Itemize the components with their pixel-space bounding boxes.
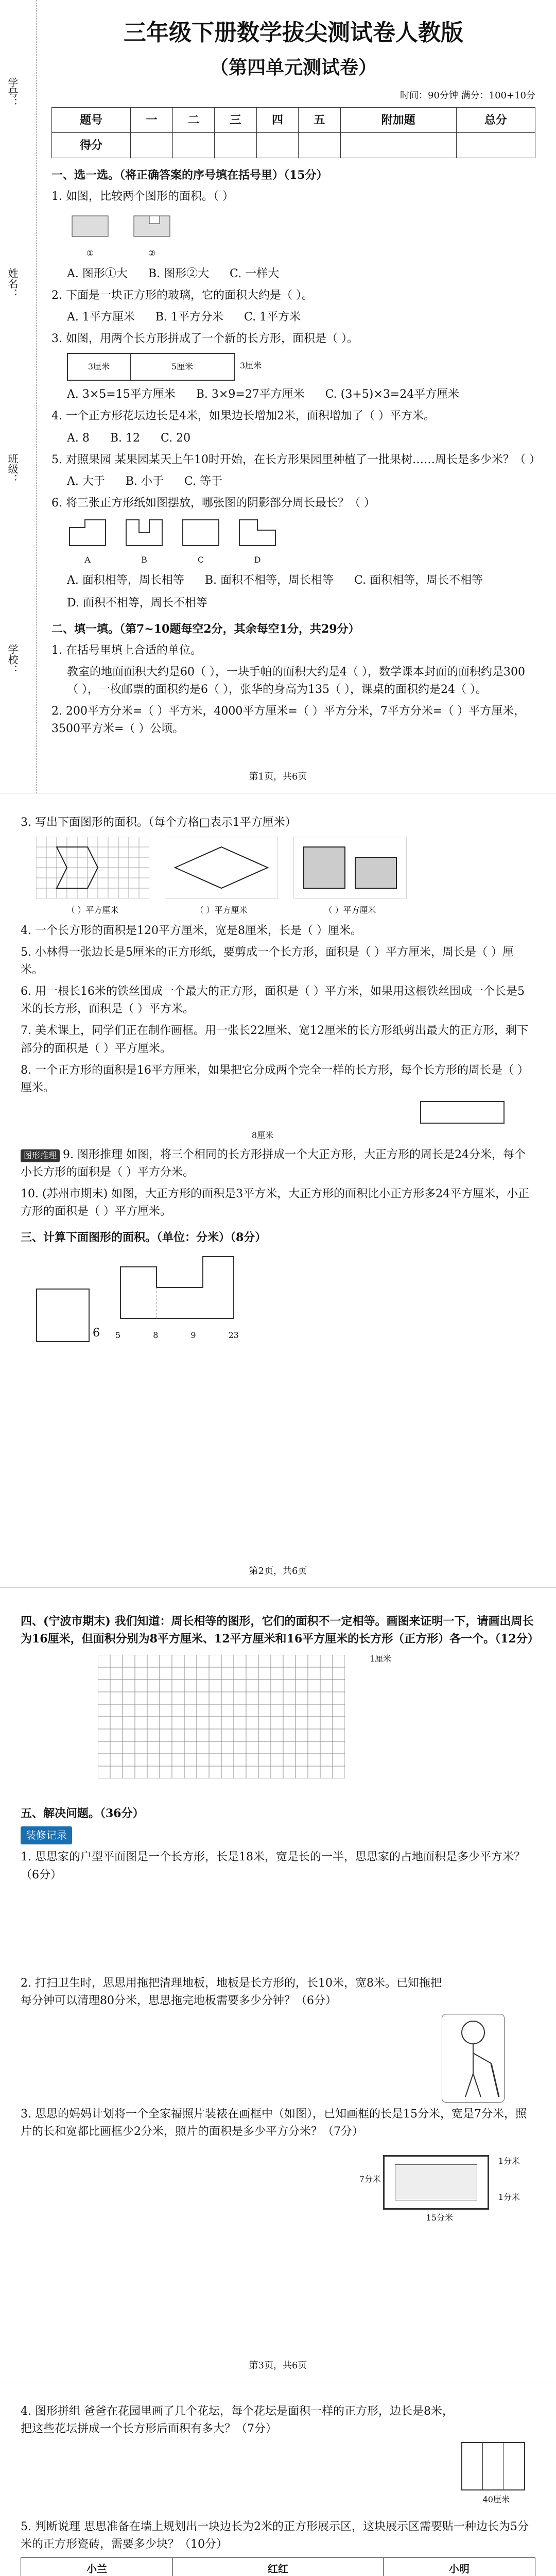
q6-figure-c	[180, 517, 221, 567]
part3-figures	[36, 1251, 535, 1342]
col-total: 总分	[456, 107, 535, 132]
p1-q4: 4. 一个正方形花坛边长是4米，如果边长增加2米，面积增加了（ ）平方米。	[51, 410, 435, 423]
solutions-table	[21, 2557, 535, 2576]
option-a[interactable]: A. 图形①大	[67, 267, 128, 280]
col-1: 一	[131, 107, 173, 132]
q6-figure-b	[124, 517, 165, 567]
p1-q5-options	[67, 473, 535, 490]
class-field: 班级：	[6, 453, 19, 484]
p1-q3-options	[67, 386, 535, 403]
part3-fig-1	[36, 1289, 100, 1342]
q3-rectangles	[67, 353, 262, 381]
page-1-footer: 第1页，共6页	[249, 771, 307, 782]
score-label: 得分	[52, 132, 131, 158]
flowerbed-label: 40厘米	[482, 2495, 510, 2505]
grid-figure-3	[293, 837, 407, 917]
option-c[interactable]: C. (3+5)×3=24平方厘米	[325, 388, 460, 401]
q8-rect	[420, 1101, 505, 1124]
score-cell[interactable]	[299, 132, 341, 158]
part3-label-9: 9	[190, 1330, 196, 1341]
option-a[interactable]: A. 3×5=15平方厘米	[67, 388, 176, 401]
q3-grid-figures	[36, 837, 535, 917]
q6-shape-d	[237, 517, 278, 548]
option-c[interactable]: C. 等于	[184, 474, 223, 488]
p1-q3-figure	[67, 353, 535, 381]
part4-heading: 四、(宁波市期末) 我们知道：周长相等的图形，它们的面积不一定相等。画图来证明一下，请画出周长为16厘米，但面积分别为8平方厘米、12平方厘米和16平方厘米的长方形（正方形）各一个。（12分）	[21, 1615, 539, 1646]
p2-q6: 6. 用一根长16米的铁丝围成一个最大的正方形，面积是（ ）平方米，如果用这根铁丝围成一个长是5米的长方形，面积是（ ）平方米。	[21, 985, 525, 1016]
theme-banner	[21, 1826, 535, 1844]
part3-fig-2	[115, 1251, 239, 1342]
frame-width-label: 7分米	[359, 2174, 381, 2184]
grid-scale-label: 1厘米	[369, 1654, 391, 1664]
part3-heading: 三、计算下面图形的面积。（单位：分米）（8分）	[21, 1231, 267, 1245]
part3-composite-shape	[115, 1251, 239, 1324]
cleaning-boy-illustration	[442, 2014, 505, 2103]
p1-q6: 6. 将三张正方形纸如图摆放，哪张图的阴影部分周长最长？（ ）	[51, 496, 375, 510]
option-a[interactable]: A. 大于	[67, 474, 105, 488]
p2-q7: 7. 美术课上，同学们正在制作画框。用一张长22厘米、宽12厘米的长方形纸剪出最大的正方形，剩下部分的面积是（ ）平方厘米。	[21, 1024, 528, 1055]
frame-length-label: 15分米	[426, 2213, 453, 2223]
option-a[interactable]: A. 1平方厘米	[67, 311, 135, 324]
page-2-footer: 第2页，共6页	[249, 1566, 307, 1577]
q6-label-d: D	[254, 554, 261, 565]
option-b[interactable]: B. 12	[110, 431, 141, 445]
p2-q2: 2. 200平方分米=（ ）平方米，4000平方厘米=（ ）平方分米，7平方分米=（ ）平方厘米，3500平方米=（ ）公顷。	[51, 705, 526, 736]
q9-text: 9. 图形推理 如图，将三个相同的长方形拼成一个大正方形，大正方形的周长是24分米，每个小长方形的面积是（ ）平方分米。	[21, 1148, 526, 1179]
option-b[interactable]: B. 面积不相等，周长相等	[204, 573, 334, 587]
binding-sidebar	[0, 0, 37, 793]
grid-figure-2	[165, 837, 278, 917]
q3-rect-right: 5厘米	[131, 353, 235, 381]
q6-figure-d	[237, 517, 278, 567]
exam-subtitle: （第四单元测试卷）	[210, 57, 377, 79]
figure-2-shape	[129, 211, 175, 242]
drawing-grid[interactable]	[98, 1655, 345, 1778]
p3-q2: 2. 打扫卫生时，思思用拖把清理地板，地板是长方形的，长10米，宽8米。已知拖把每分钟可以清理80分米，思思拖完地板需要多少分钟？（6分）	[21, 1976, 442, 2007]
q6-label-a: A	[84, 554, 91, 565]
score-table	[51, 107, 535, 158]
grid-3-answer[interactable]: （ ）平方厘米	[324, 905, 376, 916]
p1-q2-options	[67, 309, 535, 326]
score-cell[interactable]	[456, 132, 535, 158]
page-1	[0, 0, 556, 793]
part2-heading: 二、填一填。（第7~10题每空2分，其余每空1分，共29分）	[51, 622, 360, 636]
q6-label-c: C	[197, 554, 204, 565]
p2-q3: 3. 写出下面图形的面积。（每个方格□表示1平方厘米）	[21, 816, 297, 829]
drawing-grid-wrapper	[98, 1654, 391, 1784]
p2-q5: 5. 小林得一张边长是5厘米的正方形纸，要剪成一个长方形，面积是（ ）平方厘米，周长是（ ）厘米。	[21, 946, 514, 977]
figure-1-shape	[67, 211, 113, 242]
option-c[interactable]: C. 一样大	[230, 267, 280, 280]
p1-q1: 1. 如图，比较两个图形的面积。（ ）	[51, 190, 234, 203]
picture-frame	[383, 2155, 489, 2210]
option-b[interactable]: B. 小于	[125, 474, 164, 488]
option-c[interactable]: C. 1平方米	[244, 311, 301, 324]
q3-height-label: 3厘米	[240, 361, 262, 371]
p4-q5: 5. 判断说理 思思准备在墙上规划出一块边长为2米的正方形展示区，这块展示区需要贴一种边长为5分米的正方形瓷砖，需要多少块？（10分）	[21, 2520, 529, 2551]
exam-title: 三年级下册数学拔尖测试卷人教版	[124, 20, 463, 46]
page-2	[0, 794, 556, 1588]
p2-q9	[21, 1146, 535, 1181]
grid-figure-1	[36, 837, 149, 917]
grid-2-answer[interactable]: （ ）平方厘米	[195, 905, 248, 916]
q3-rect-left: 3厘米	[67, 353, 131, 381]
q8-fig-label: 8厘米	[251, 1130, 274, 1140]
p1-q6-options	[67, 572, 535, 612]
option-c[interactable]: C. 20	[161, 431, 191, 445]
page-3	[0, 1589, 556, 2382]
q6-label-b: B	[141, 554, 147, 565]
grid-2	[165, 837, 278, 899]
score-cell[interactable]	[131, 132, 173, 158]
p2-q1: 1. 在括号里填上合适的单位。	[51, 644, 202, 657]
option-d[interactable]: D. 面积不相等，周长不相等	[67, 596, 207, 609]
q6-shape-c	[180, 517, 221, 548]
q6-shape-a	[67, 517, 108, 548]
p2-q1-text: 教室的地面面积大约是60（ ），一块手帕的面积大约是4（ ），数学课本封面的面积约是300（ ），一枚邮票的面积约是6（ ），张华的身高为135（ ），课桌的面积约是24（ ）。	[67, 666, 525, 697]
solution-header-1: 小兰	[21, 2558, 173, 2576]
flowerbed-cell	[462, 2443, 483, 2489]
border-top-label: 1分米	[498, 2156, 520, 2166]
score-cell[interactable]	[340, 132, 456, 158]
p2-q8: 8. 一个正方形的面积是16平方厘米，如果把它分成两个完全一样的长方形，每个长方形的周长是（ ）厘米。	[21, 1063, 529, 1094]
figure-1-label: ①	[86, 248, 94, 259]
page-3-footer: 第3页，共6页	[249, 2360, 307, 2371]
q8-figure	[21, 1101, 505, 1142]
p3-q1: 1. 思思家的户型平面图是一个长方形，长是18米，宽是长的一半，思思家的占地面积是多少平方米？（6分）	[21, 1851, 525, 1882]
col-4: 四	[256, 107, 299, 132]
part1-heading: 一、选一选。（将正确答案的序号填在括号里）（15分）	[51, 168, 328, 182]
p1-q1-options	[67, 265, 535, 283]
q6-figure-a	[67, 517, 108, 567]
flowerbed-cell	[503, 2443, 524, 2489]
part3-label-6: 6	[93, 1326, 100, 1340]
grid-1	[36, 837, 149, 899]
col-5: 五	[299, 107, 341, 132]
part3-label-8: 8	[153, 1330, 159, 1341]
option-b[interactable]: B. 3×9=27平方厘米	[196, 388, 305, 401]
p2-q10: 10. (苏州市期末) 如图，大正方形的面积是3平方米，大正方形的面积比小正方形多24平方厘米，小正方形的面积是（ ）平方厘米。	[21, 1187, 530, 1218]
theme-tag: 装修记录	[21, 1826, 72, 1844]
col-2: 二	[172, 107, 215, 132]
p1-q1-figures	[67, 211, 535, 260]
figure-2-label: ②	[148, 248, 156, 259]
score-cell[interactable]	[215, 132, 257, 158]
p3-q3-figure-area	[21, 2145, 535, 2248]
p1-q5: 5. 对照果园 某果园某天上午10时开始，在长方形果园里种植了一批果树……周长是多少米？（ ）	[51, 453, 541, 466]
solution-header-3: 小明	[383, 2558, 535, 2576]
part3-label-5: 5	[115, 1330, 121, 1341]
p1-q4-options	[67, 430, 535, 447]
option-c[interactable]: C. 面积相等，周长不相等	[354, 573, 483, 587]
option-b[interactable]: B. 1平方分米	[155, 311, 224, 324]
figure-1	[67, 211, 113, 260]
name-field: 姓名：	[6, 268, 19, 299]
figure-2	[129, 211, 175, 260]
option-b[interactable]: B. 图形②大	[148, 267, 210, 280]
student-id-field: 学号：	[6, 77, 19, 108]
part3-label-23: 23	[228, 1330, 239, 1341]
part3-fig-2-labels	[115, 1329, 239, 1342]
p1-q6-figures	[67, 517, 535, 567]
family-photo	[395, 2164, 477, 2200]
time-info: 时间：90分钟 满分：100+10分	[400, 90, 535, 101]
border-side-label: 1分米	[498, 2192, 520, 2202]
col-extra: 附加题	[340, 107, 456, 132]
q6-shape-b	[124, 517, 165, 548]
p4-q4-figure-area	[21, 2442, 535, 2514]
school-field: 学校：	[6, 644, 19, 675]
p4-q4: 4. 图形拼组 爸爸在花园里画了几个花坛，每个花坛是面积一样的正方形，边长是8米，把这些花坛拼成一个长方形后面积有多大？（7分）	[21, 2405, 454, 2436]
option-a[interactable]: A. 8	[67, 431, 90, 445]
grid-1-answer[interactable]: （ ）平方厘米	[66, 905, 119, 916]
page-4	[0, 2383, 556, 2576]
p3-q2-answer-space[interactable]	[21, 2014, 535, 2102]
part5-heading: 五、解决问题。（36分）	[21, 1807, 144, 1821]
p1-q2: 2. 下面是一块正方形的玻璃，它的面积大约是（ ）。	[51, 289, 313, 302]
p2-q4: 4. 一个长方形的面积是120平方厘米，宽是8厘米，长是（ ）厘米。	[21, 924, 362, 937]
p3-q3: 3. 思思的妈妈计划将一个全家福照片装裱在画框中（如图），已知画框的长是15分米，宽是7分米，照片的长和宽都比画框少2分米，照片的面积是多少平方分米？（7分）	[21, 2107, 527, 2138]
score-cell[interactable]	[256, 132, 299, 158]
p3-q1-answer-space[interactable]	[21, 1888, 535, 1971]
option-a[interactable]: A. 面积相等，周长相等	[67, 573, 184, 587]
col-3: 三	[215, 107, 257, 132]
solution-header-2: 红红	[173, 2558, 384, 2576]
row-label: 题号	[52, 107, 131, 132]
p1-q3: 3. 如图，用两个长方形拼成了一个新的长方形，面积是（ ）。	[51, 332, 358, 346]
flowerbed-cell	[483, 2443, 503, 2489]
score-cell[interactable]	[172, 132, 215, 158]
q9-tag: 图形推理	[21, 1149, 60, 1162]
part3-square	[36, 1289, 90, 1342]
grid-3	[293, 837, 407, 899]
flowerbed-figure	[461, 2442, 525, 2490]
